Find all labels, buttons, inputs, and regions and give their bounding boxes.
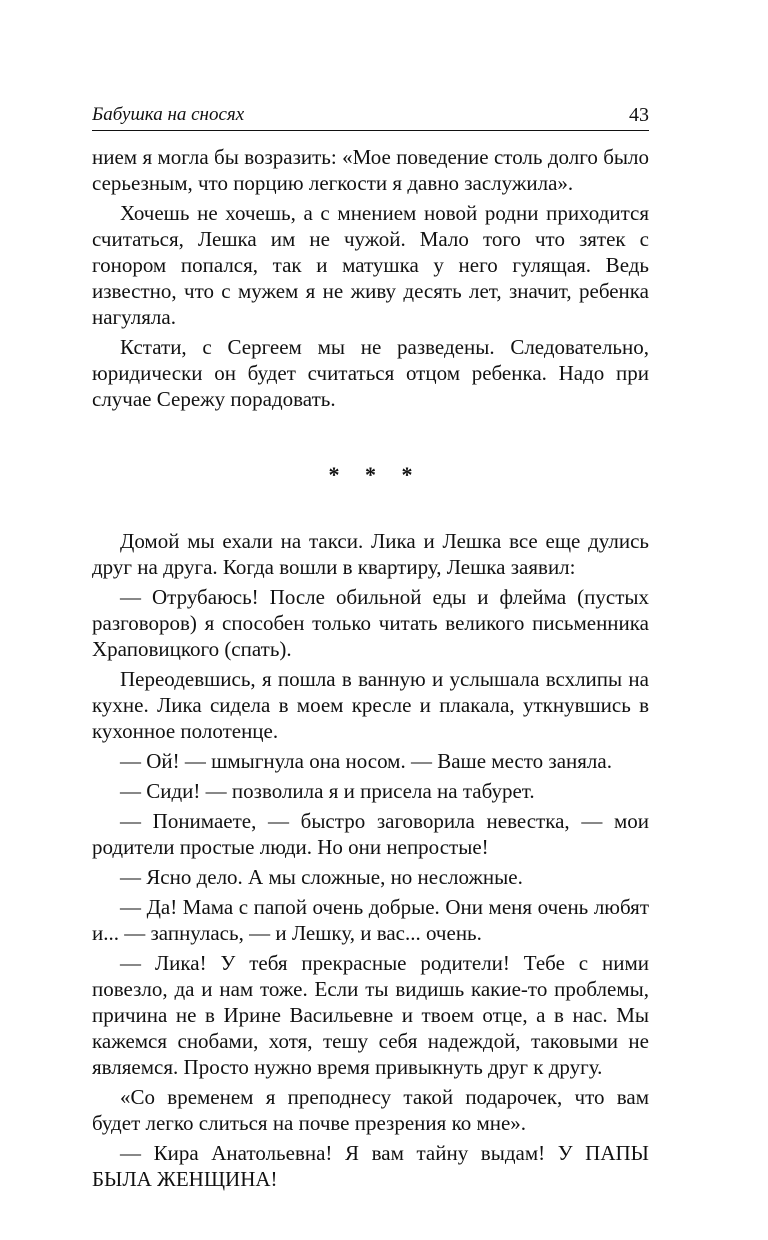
paragraph: Переодевшись, я пошла в ванную и услышала всхлипы на кухне. Лика сидела в моем кресле и плакала, уткнувшись в кухонное полотенце.	[92, 667, 649, 743]
paragraph: Кстати, с Сергеем мы не разведены. Следовательно, юридически он будет считаться отцом ребенка. Надо при случае Сережу порадовать.	[92, 335, 649, 411]
dialogue-line: — Лика! У тебя прекрасные родители! Тебе с ними повезло, да и нам тоже. Если ты видишь какие-то проблемы, причина не в Ирине Васильевне и твоем отце, а в нас. Мы кажемся снобами, хотя, тешу себя надеждой, таковыми не являемся. Просто нужно время привыкнуть друг к другу.	[92, 951, 649, 1079]
page-text	[92, 131, 649, 1192]
dialogue-line: — Кира Анатольевна! Я вам тайну выдам! У ПАПЫ БЫЛА ЖЕНЩИНА!	[92, 1141, 649, 1191]
book-page	[92, 96, 649, 1206]
paragraph: Домой мы ехали на такси. Лика и Лешка все еще дулись друг на друга. Когда вошли в квартиру, Лешка заявил:	[92, 529, 649, 579]
dialogue-line: — Сиди! — позволила я и присела на табурет.	[120, 779, 535, 803]
running-header	[92, 96, 649, 131]
dialogue-line: — Да! Мама с папой очень добрые. Они меня очень любят и... — запнулась, — и Лешку, и вас... очень.	[92, 895, 649, 945]
dialogue-line: — Ясно дело. А мы сложные, но несложные.	[120, 865, 523, 889]
dialogue-line: — Понимаете, — быстро заговорила невестка, — мои родители простые люди. Но они непростые!	[92, 809, 649, 859]
section-separator: * * *	[328, 462, 423, 487]
running-title: Бабушка на сносях	[92, 104, 245, 125]
paragraph: нием я могла бы возразить: «Мое поведение столь долго было серьезным, что порцию легкости я давно заслужила».	[92, 145, 649, 195]
paragraph: Хочешь не хочешь, а с мнением новой родни приходится считаться, Лешка им не чужой. Мало того что зятек с гонором попался, так и матушка у него гулящая. Ведь известно, что с мужем я не живу десять лет, значит, ребенка нагуляла.	[92, 201, 649, 329]
dialogue-line: — Ой! — шмыгнула она носом. — Ваше место заняла.	[120, 749, 612, 773]
inner-thought: «Со временем я преподнесу такой подарочек, что вам будет легко слиться на почве презрения ко мне».	[92, 1085, 649, 1135]
dialogue-line: — Отрубаюсь! После обильной еды и флейма (пустых разговоров) я способен только читать великого письменника Храповицкого (спать).	[92, 585, 649, 661]
page-number: 43	[629, 104, 649, 126]
